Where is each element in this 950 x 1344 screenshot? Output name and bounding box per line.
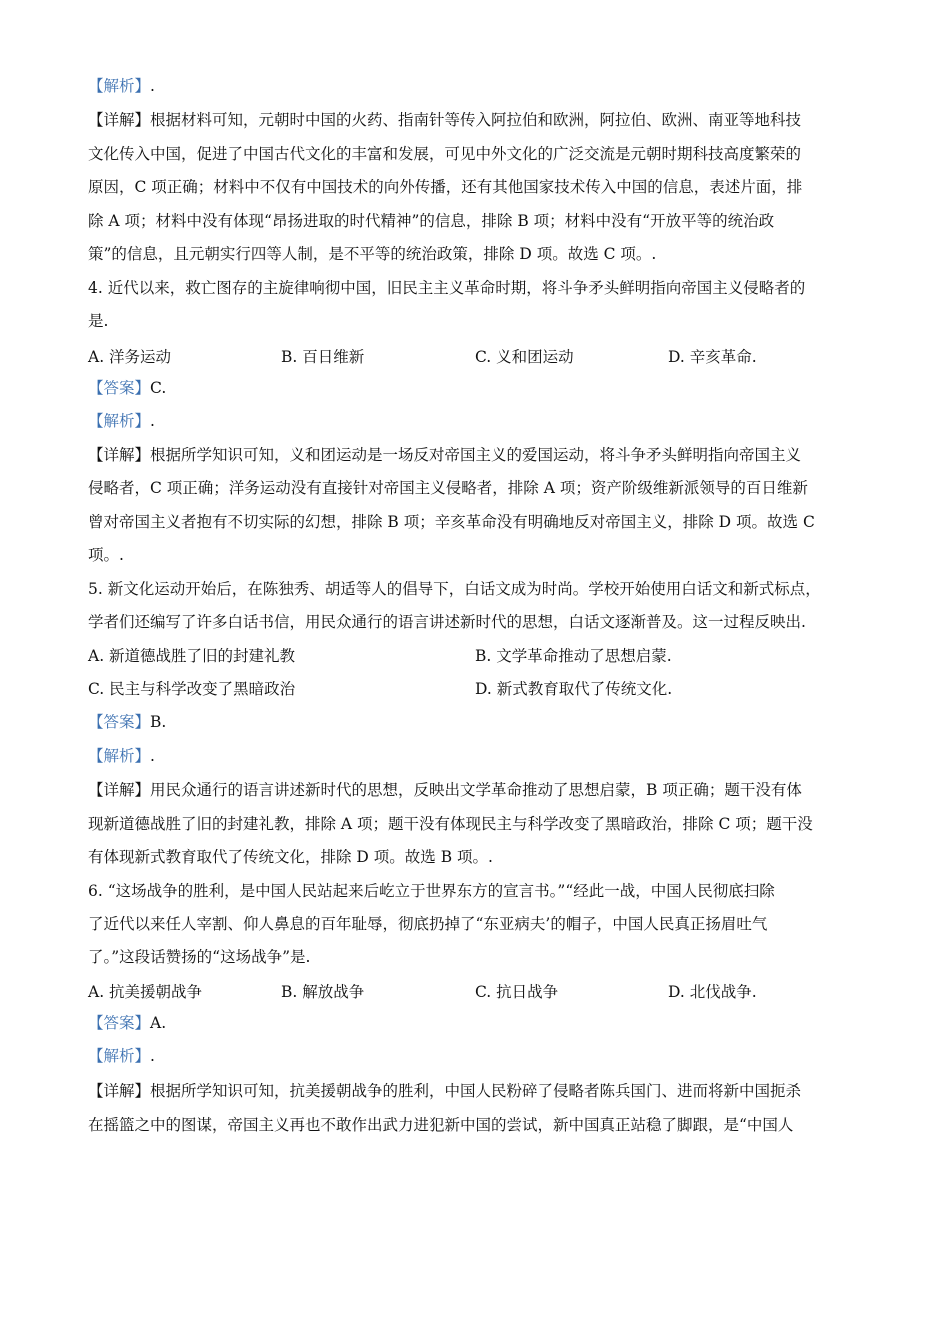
analysis-text: .: [150, 412, 155, 430]
q4-option-d: D. 辛亥革命.: [668, 348, 757, 366]
analysis-tag: 【解析】: [88, 77, 151, 95]
q6-option-a: A. 抗美援朝战争: [88, 983, 203, 1001]
answer-value: B.: [150, 713, 167, 731]
answer-tag: 【答案】: [88, 713, 151, 731]
q6-stem-line-1: 6. “这场战争的胜利，是中国人民站起来后屹立于世界东方的宣言书。”“经此一战，中国人民彻底扫除: [88, 882, 775, 900]
q6-option-b: B. 解放战争: [281, 983, 365, 1001]
q6-option-c: C. 抗日战争: [475, 983, 559, 1001]
q4-option-a: A. 洋务运动: [88, 348, 172, 366]
q4-detail-line-3: 曾对帝国主义者抱有不切实际的幻想，排除 B 项；辛亥革命没有明确地反对帝国主义，排除 D 项。故选 C: [88, 513, 815, 531]
analysis-text: .: [150, 747, 155, 765]
q4-detail-line-2: 侵略者，C 项正确；洋务运动没有直接针对帝国主义侵略者，排除 A 项；资产阶级维新派领导的百日维新: [88, 479, 808, 497]
q5-option-c: C. 民主与科学改变了黑暗政治: [88, 680, 296, 698]
q4-detail-line-1: [88, 445, 801, 465]
q6-option-d: D. 北伐战争.: [668, 983, 757, 1001]
analysis-text: .: [150, 77, 155, 95]
q5-detail-line-3: 有体现新式教育取代了传统文化，排除 D 项。故选 B 项。.: [88, 848, 493, 866]
q4-stem-line-2: 是.: [88, 312, 109, 330]
detail-text: 根据材料可知，元朝时中国的火药、指南针等传入阿拉伯和欧洲，阿拉伯、欧洲、南亚等地科技: [150, 111, 802, 129]
q5-option-a: A. 新道德战胜了旧的封建礼教: [88, 647, 296, 665]
q6-detail-line-1: [88, 1081, 801, 1101]
q5-answer: [88, 712, 166, 732]
detail-tag: 【详解】: [88, 781, 151, 799]
q5-detail-line-1: [88, 780, 802, 800]
q6-detail-line-2: 在摇篮之中的图谋，帝国主义再也不敢作出武力进犯新中国的尝试，新中国真正站稳了脚跟，是“中国人: [88, 1116, 794, 1134]
q4-detail-line-4: 项。.: [88, 546, 124, 564]
answer-tag: 【答案】: [88, 1014, 151, 1032]
answer-value: C.: [150, 379, 167, 397]
q6-answer: [88, 1013, 166, 1033]
q4-analysis: [88, 411, 155, 431]
q5-option-d: D. 新式教育取代了传统文化.: [475, 680, 673, 698]
analysis-tag: 【解析】: [88, 412, 151, 430]
q6-analysis: [88, 1046, 155, 1066]
analysis-tag: 【解析】: [88, 747, 151, 765]
detail-text: 根据所学知识可知，义和团运动是一场反对帝国主义的爱国运动，将斗争矛头鲜明指向帝国主义: [150, 446, 802, 464]
q5-stem-line-2: 学者们还编写了许多白话书信，用民众通行的语言讲述新时代的思想，白话文逐渐普及。这一过程反映出.: [88, 613, 806, 631]
q5-option-b: B. 文学革命推动了思想启蒙.: [475, 647, 672, 665]
q5-detail-line-2: 现新道德战胜了旧的封建礼教，排除 A 项；题干没有体现民主与科学改变了黑暗政治，排除 C 项；题干没: [88, 815, 813, 833]
q3-detail-line-2: 文化传入中国，促进了中国古代文化的丰富和发展，可见中外文化的广泛交流是元朝时期科技高度繁荣的: [88, 145, 802, 163]
detail-tag: 【详解】: [88, 111, 151, 129]
q4-answer: [88, 378, 166, 398]
q4-option-b: B. 百日维新: [281, 348, 365, 366]
q5-stem-line-1: 5. 新文化运动开始后，在陈独秀、胡适等人的倡导下，白话文成为时尚。学校开始使用白话文和新式标点，: [88, 580, 821, 598]
q3-detail-line-5: 策”的信息，且元朝实行四等人制，是不平等的统治政策，排除 D 项。故选 C 项。.: [88, 245, 657, 263]
detail-tag: 【详解】: [88, 446, 151, 464]
detail-text: 用民众通行的语言讲述新时代的思想，反映出文学革命推动了思想启蒙，B 项正确；题干没有体: [150, 781, 802, 799]
detail-tag: 【详解】: [88, 1082, 151, 1100]
q3-analysis: [88, 76, 155, 96]
q3-detail-line-4: 除 A 项；材料中没有体现“昂扬进取的时代精神”的信息，排除 B 项；材料中没有“开放平等的统治政: [88, 212, 775, 230]
q6-stem-line-2: 了近代以来任人宰割、仰人鼻息的百年耻辱，彻底扔掉了“东亚病夫’的帽子，中国人民真正扬眉吐气: [88, 915, 768, 933]
answer-tag: 【答案】: [88, 379, 151, 397]
q4-stem-line-1: 4. 近代以来，救亡图存的主旋律响彻中国，旧民主主义革命时期，将斗争矛头鲜明指向帝国主义侵略者的: [88, 279, 806, 297]
q4-option-c: C. 义和团运动: [475, 348, 574, 366]
q3-detail-line-3: 原因，C 项正确；材料中不仅有中国技术的向外传播，还有其他国家技术传入中国的信息，表述片面，排: [88, 178, 803, 196]
detail-text: 根据所学知识可知，抗美援朝战争的胜利，中国人民粉碎了侵略者陈兵国门、进而将新中国扼杀: [150, 1082, 802, 1100]
q3-detail-line-1: [88, 110, 801, 130]
analysis-tag: 【解析】: [88, 1047, 151, 1065]
q5-analysis: [88, 746, 155, 766]
analysis-text: .: [150, 1047, 155, 1065]
q6-stem-line-3: 了。”这段话赞扬的“这场战争”是.: [88, 948, 311, 966]
answer-value: A.: [150, 1014, 167, 1032]
